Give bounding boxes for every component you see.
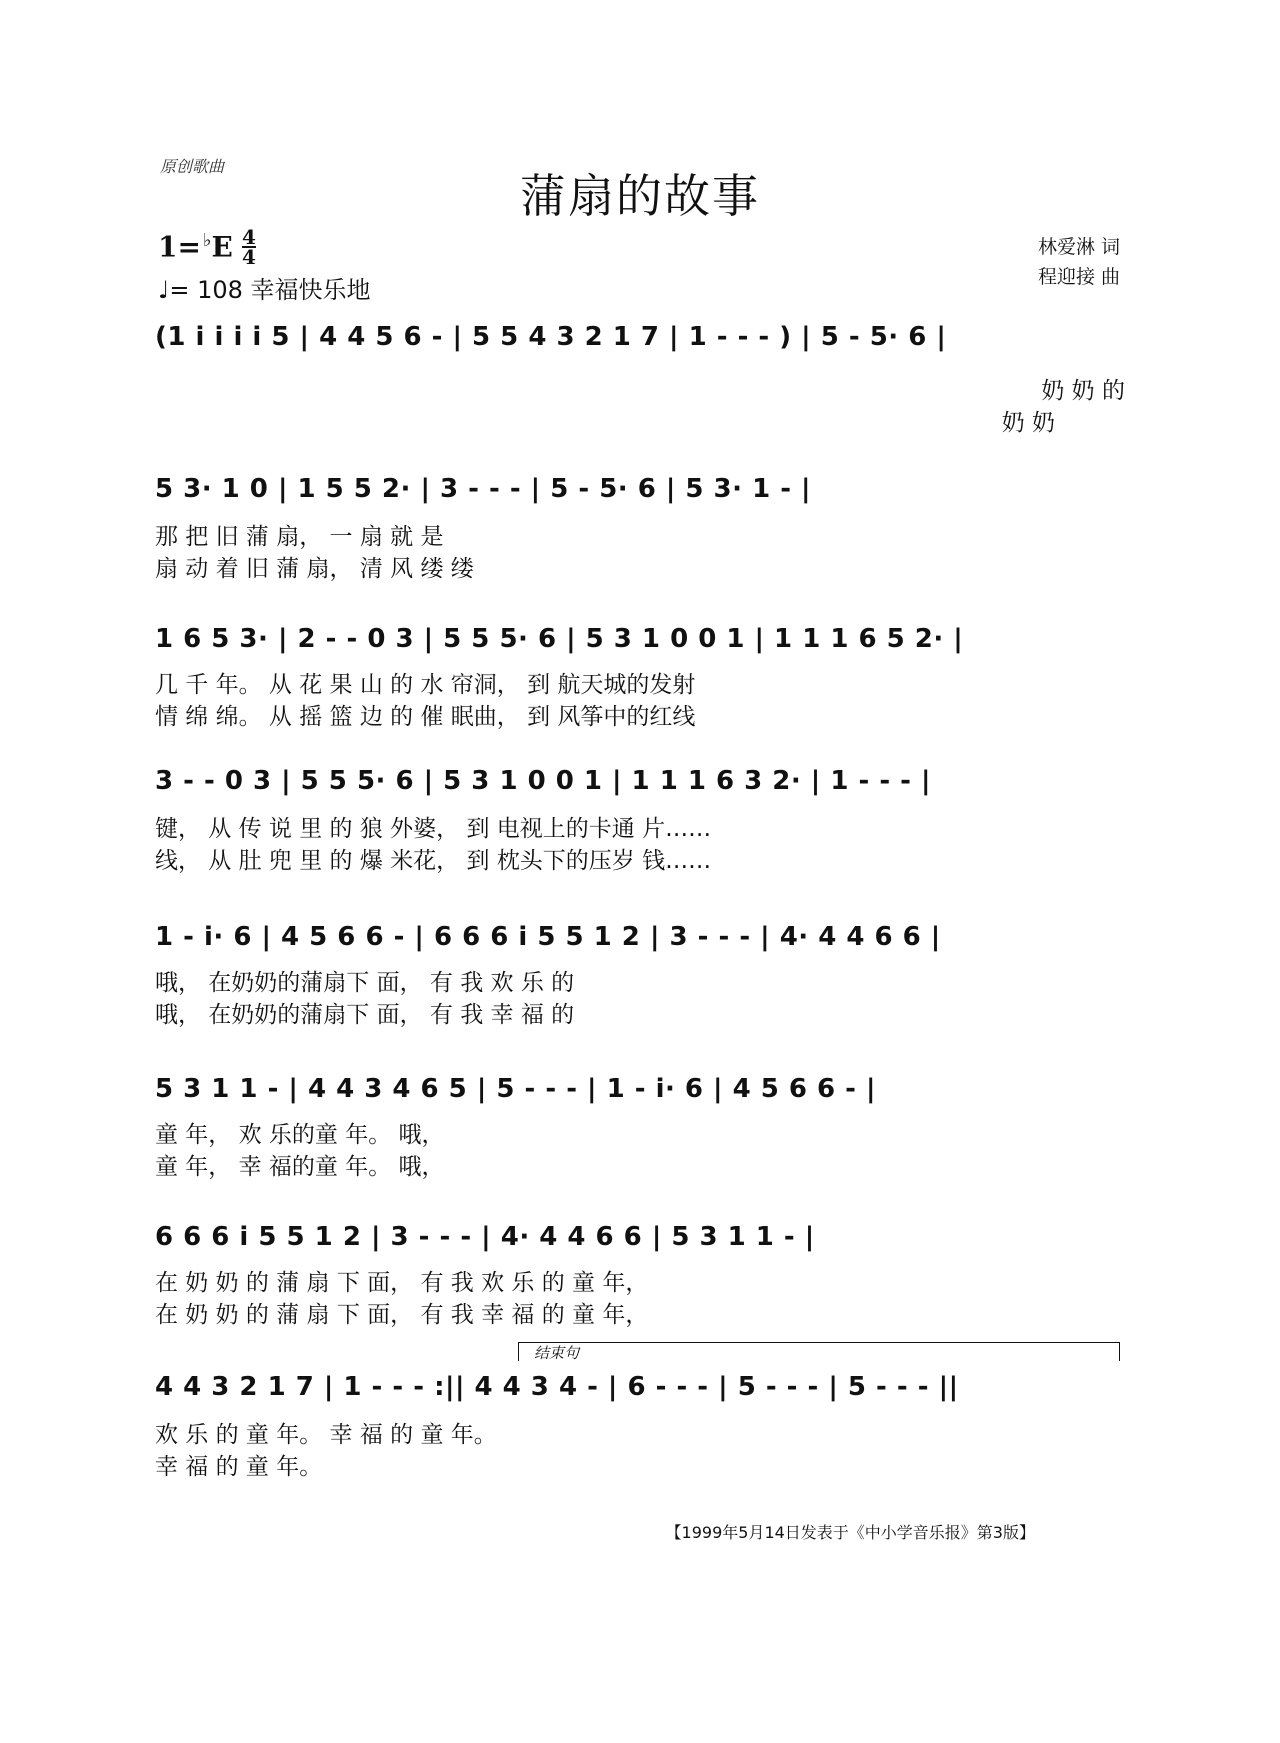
- lyricist: 林爱淋 词: [1037, 236, 1120, 258]
- key-note: E: [211, 230, 233, 264]
- tempo-marking: [158, 270, 371, 305]
- notation-line-1: (1 i i i i 5 | 4 4 5 6 - | 5 5 4 3 2 1 7 | 1 - - - ) | 5 - 5· 6 |: [155, 322, 947, 352]
- lyrics-2a: 那 把 旧 蒲 扇， 一 扇 就 是: [155, 524, 444, 550]
- song-category-tag: 原创歌曲: [160, 157, 225, 176]
- key-prefix: 1=: [158, 230, 201, 264]
- lyrics-8b: 幸 福 的 童 年。: [155, 1454, 323, 1480]
- lyrics-2b: 扇 动 着 旧 蒲 扇， 清 风 缕 缕: [155, 556, 474, 582]
- notation-line-2: 5 3· 1 0 | 1 5 5 2· | 3 - - - | 5 - 5· 6 | 5 3· 1 - |: [155, 474, 812, 504]
- publication-source: 【1999年5月14日发表于《中小学音乐报》第3版】: [665, 1523, 1035, 1542]
- notation-line-4: 3 - - 0 3 | 5 5 5· 6 | 5 3 1 0 0 1 | 1 1 1 6 3 2· | 1 - - - |: [155, 766, 932, 796]
- lyrics-1b: 奶 奶: [1001, 410, 1055, 436]
- lyrics-5a: 哦， 在奶奶的蒲扇下 面， 有 我 欢 乐 的: [155, 970, 575, 996]
- lyrics-1a: 奶 奶 的: [1041, 378, 1125, 404]
- key-signature: [158, 230, 233, 263]
- notation-line-3: 1 6 5 3· | 2 - - 0 3 | 5 5 5· 6 | 5 3 1 0 0 1 | 1 1 1 6 5 2· |: [155, 624, 964, 654]
- quarter-note-icon: ♩: [158, 276, 170, 304]
- lyrics-3a: 几 千 年。 从 花 果 山 的 水 帘洞， 到 航天城的发射: [155, 672, 696, 698]
- ending-label: 结束句: [534, 1344, 580, 1362]
- lyrics-4b: 线， 从 肚 兜 里 的 爆 米花， 到 枕头下的压岁 钱……: [155, 848, 712, 874]
- lyrics-4a: 键， 从 传 说 里 的 狼 外婆， 到 电视上的卡通 片……: [155, 816, 712, 842]
- flat-icon: ♭: [202, 230, 212, 251]
- lyrics-8a: 欢 乐 的 童 年。 幸 福 的 童 年。: [155, 1422, 497, 1448]
- notation-line-8: 4 4 3 2 1 7 | 1 - - - :|| 4 4 3 4 - | 6 - - - | 5 - - - | 5 - - - ||: [155, 1372, 959, 1402]
- meter-bottom: 4: [242, 245, 256, 269]
- notation-line-6: 5 3 1 1 - | 4 4 3 4 6 5 | 5 - - - | 1 - i· 6 | 4 5 6 6 - |: [155, 1074, 877, 1104]
- tempo-text: = 108 幸福快乐地: [169, 276, 371, 304]
- lyrics-7a: 在 奶 奶 的 蒲 扇 下 面， 有 我 欢 乐 的 童 年，: [155, 1270, 649, 1296]
- ending-bracket: [518, 1342, 1120, 1361]
- lyrics-6a: 童 年， 欢 乐的童 年。 哦，: [155, 1122, 445, 1148]
- notation-line-7: 6 6 6 i 5 5 1 2 | 3 - - - | 4· 4 4 6 6 | 5 3 1 1 - |: [155, 1222, 815, 1252]
- lyrics-7b: 在 奶 奶 的 蒲 扇 下 面， 有 我 幸 福 的 童 年，: [155, 1302, 649, 1328]
- lyrics-3b: 情 绵 绵。 从 摇 篮 边 的 催 眠曲， 到 风筝中的红线: [155, 704, 696, 730]
- lyrics-5b: 哦， 在奶奶的蒲扇下 面， 有 我 幸 福 的: [155, 1002, 575, 1028]
- song-title: 蒲扇的故事: [520, 169, 760, 223]
- composer: 程迎接 曲: [1037, 266, 1120, 288]
- time-signature: [242, 225, 256, 269]
- notation-line-5: 1 - i· 6 | 4 5 6 6 - | 6 6 6 i 5 5 1 2 | 3 - - - | 4· 4 4 6 6 |: [155, 922, 941, 952]
- lyrics-6b: 童 年， 幸 福的童 年。 哦，: [155, 1154, 445, 1180]
- meter-top: 4: [242, 225, 256, 249]
- credits: [1038, 232, 1120, 292]
